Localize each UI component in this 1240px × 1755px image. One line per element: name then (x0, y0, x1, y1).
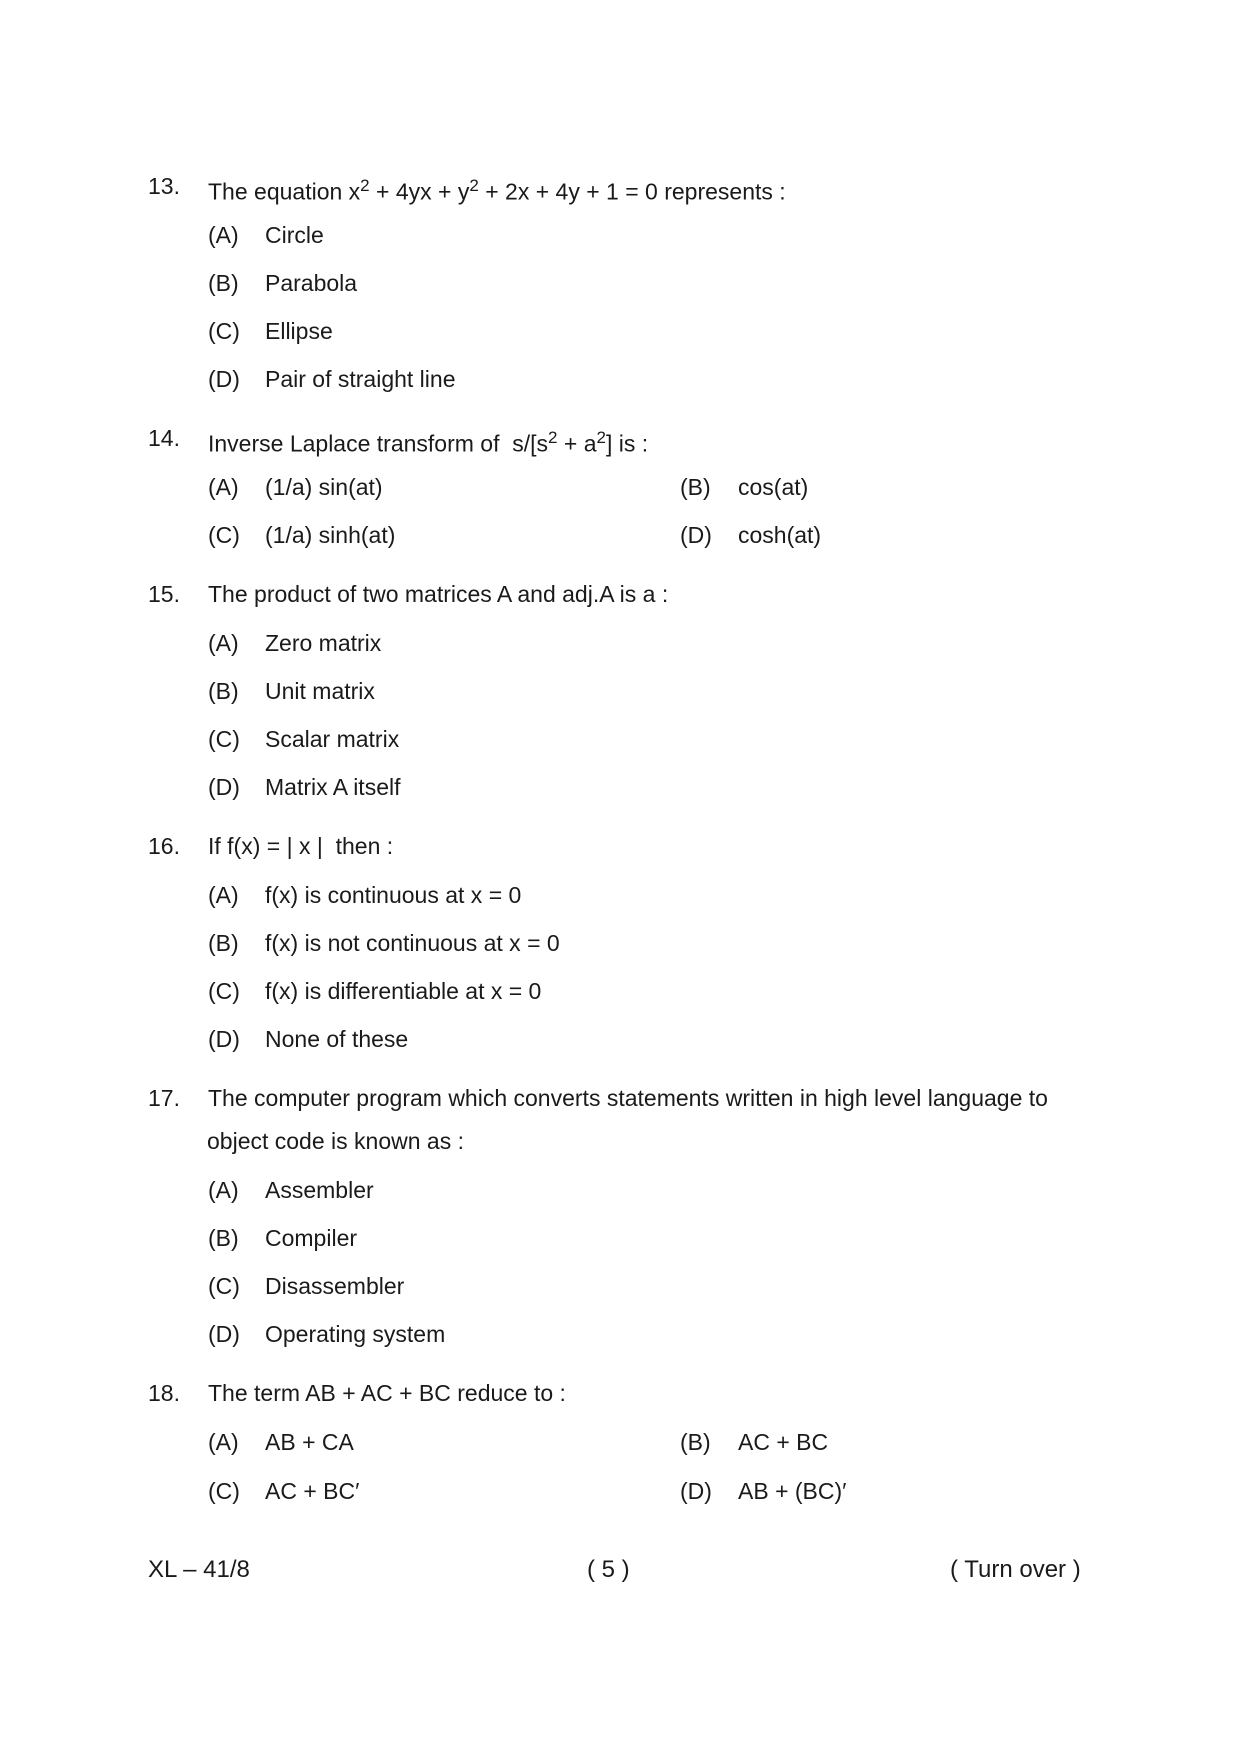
question-text: If f(x) = | x | then : (208, 833, 394, 859)
question-text: The computer program which converts statements written in high level language to (208, 1085, 1048, 1111)
page-number: ( 5 ) (587, 1556, 630, 1583)
question-text: The term AB + AC + BC reduce to : (208, 1380, 566, 1406)
question-number: 17. (148, 1085, 180, 1111)
question-text-line2: object code is known as : (207, 1128, 464, 1154)
exam-page: 13. The equation $x^2 + 4yx + y^2 + 2x + 4y + 1 = 0$ represents : (A) Circle (B) Parabola (C) Ellipse (D) Pair of straight line 14. Inverse Laplace transform of $s/[s^2 + a^2]$ is : (A) (1/a) sin(at) (B) cos(at) (C) (1/a) sinh(at) (D) cosh(at) 15. The product of two matrices A and adj.A is a : (A) Zero matrix (B) Unit matrix (C) Scalar matrix (D) Matrix A itself 16. If f(x) = | x | then : (A) f(x) is continuous at x = 0 (B) f(x) is not continuous at x = 0 (C) f(x) is differentiable at x = 0 (D) None of these 17. The computer program which converts statements written in high level language to object code is known as : (A) Assembler (B) Compiler (C) Disassembler (D) Operating system 18. The term AB + AC + BC reduce to : (A) AB + CA (B) AC + BC (C) AC + BC′ (D) AB + (BC)′ XL – 41/8 ( 5 ) ( Turn over ) (0, 0, 1240, 1755)
turn-over-note: ( Turn over ) (950, 1556, 1081, 1583)
paper-code: XL – 41/8 (148, 1556, 250, 1583)
question-number: 14. (148, 425, 180, 451)
question-text: Inverse Laplace transform of $s/[s^2 + a^2]$ is : (208, 428, 649, 457)
question-number: 18. (148, 1380, 180, 1406)
question-number: 15. (148, 581, 180, 607)
question-number: 13. (148, 173, 180, 199)
question-text: The equation $x^2 + 4yx + y^2 + 2x + 4y + 1 = 0$ represents : (208, 176, 786, 205)
question-number: 16. (148, 833, 180, 859)
question-text: The product of two matrices A and adj.A is a : (208, 581, 669, 607)
